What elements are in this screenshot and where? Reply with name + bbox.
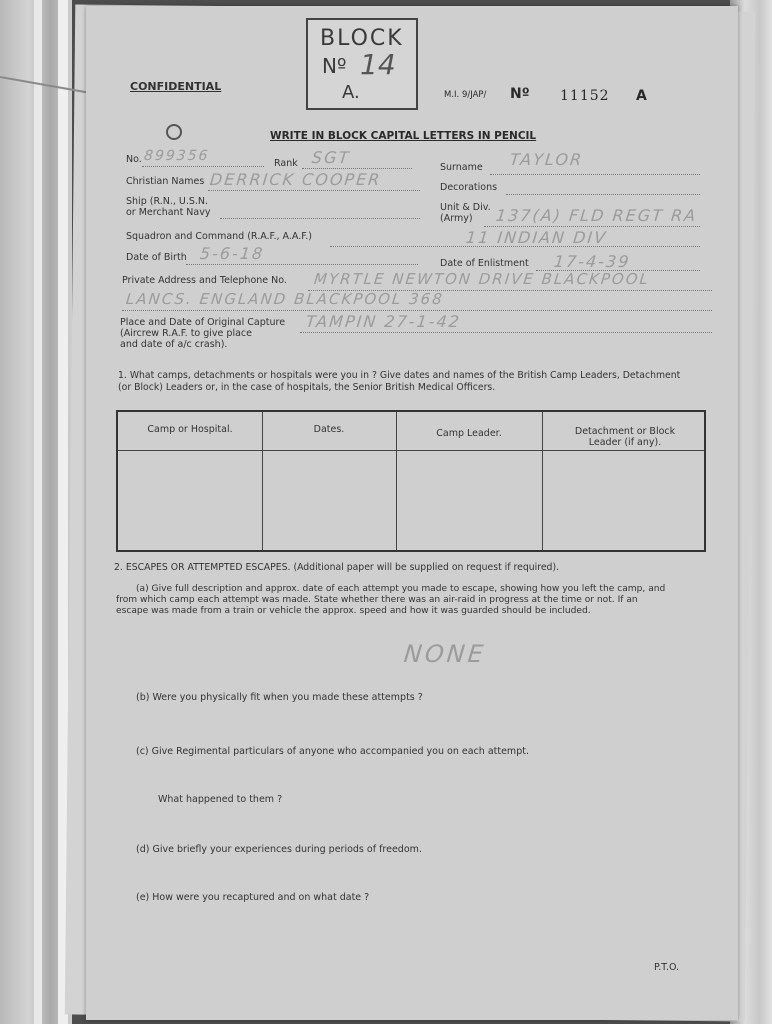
q1-text-2: (or Block) Leaders or, in the case of hospitals, the Senior British Medical Officers. [118, 382, 496, 393]
ref-code: M.I. 9/JAP/ [444, 90, 487, 100]
capture-line [300, 332, 712, 333]
address-value-1: MYRTLE NEWTON DRIVE BLACKPOOL [313, 270, 651, 288]
punch-hole-ring [166, 124, 182, 140]
stamp-a-text: A. [342, 82, 360, 103]
ship-line [220, 218, 420, 219]
q1-text-1: 1. What camps, detachments or hospitals were you in ? Give dates and names of the British Camp Leaders, Detachment [118, 370, 681, 381]
q2a-text-2: from which camp each attempt was made. State whether there was an air-raid in progress at the time or not. If an [116, 595, 638, 605]
enlistment-label: Date of Enlistment [440, 258, 529, 269]
capture-label-3: and date of a/c crash). [120, 339, 228, 350]
col-header-camp-leader: Camp Leader. [436, 428, 502, 439]
dob-line [186, 264, 418, 265]
enlistment-value: 17-4-39 [553, 252, 632, 271]
q2b-text: (b) Were you physically fit when you made these attempts ? [136, 692, 423, 703]
squadron-label: Squadron and Command (R.A.F., A.A.F.) [126, 231, 312, 242]
dob-label: Date of Birth [126, 252, 187, 263]
serial-number: 11152 [560, 88, 610, 104]
confidential-label: CONFIDENTIAL [130, 80, 222, 93]
unit-value-2: 11 INDIAN DIV [465, 228, 609, 247]
q2d-text: (d) Give briefly your experiences during periods of freedom. [136, 844, 422, 855]
ship-label-1: Ship (R.N., U.S.N. [126, 196, 209, 207]
capture-label-2: (Aircrew R.A.F. to give place [120, 328, 252, 339]
q2a-text-1: (a) Give full description and approx. date of each attempt you made to escape, showing how you left the camp, and [136, 584, 666, 594]
unit-label-2: (Army) [440, 213, 473, 224]
serial-no-mark: Nº [510, 86, 530, 102]
col-header-detachment-2: Leader (if any). [588, 437, 662, 448]
q2e-text: (e) How were you recaptured and on what date ? [136, 892, 370, 903]
instruction-heading: WRITE IN BLOCK CAPITAL LETTERS IN PENCIL [270, 130, 537, 142]
q2a-text-3: escape was made from a train or vehicle the approx. speed and how it was guarded should be included. [116, 606, 591, 616]
address-line-2 [122, 310, 712, 311]
dob-value: 5-6-18 [199, 244, 266, 263]
stamp-number: 14 [360, 48, 396, 81]
stamp-no-text: Nº [322, 54, 347, 78]
decorations-line [506, 194, 700, 195]
no-label: No. [126, 154, 142, 165]
unit-value-1: 137(A) FLD REGT RA [495, 206, 699, 225]
ship-label-2: or Merchant Navy [126, 207, 211, 218]
capture-label-1: Place and Date of Original Capture [120, 317, 286, 328]
no-line [142, 166, 264, 167]
pto-label: P.T.O. [654, 962, 680, 973]
address-value-2: LANCS. ENGLAND BLACKPOOL 368 [125, 290, 445, 308]
rank-value: SGT [311, 148, 352, 167]
col-header-detachment: Detachment or Block [574, 426, 676, 437]
address-label: Private Address and Telephone No. [122, 275, 287, 286]
christian-names-label: Christian Names [126, 176, 205, 187]
surname-value: TAYLOR [509, 150, 585, 169]
q2c-text: (c) Give Regimental particulars of anyone who accompanied you on each attempt. [136, 746, 529, 757]
surname-label: Surname [440, 162, 483, 173]
christian-names-line [208, 190, 420, 191]
rank-line [302, 168, 412, 169]
questionnaire-form [86, 6, 738, 1020]
unit-label-1: Unit & Div. [440, 202, 491, 213]
rank-label: Rank [274, 158, 298, 169]
unit-line-1 [484, 226, 700, 227]
col-header-camp: Camp or Hospital. [147, 424, 233, 435]
christian-names-value: DERRICK COOPER [209, 170, 383, 189]
folder-page-edge [34, 0, 42, 1024]
decorations-label: Decorations [440, 182, 498, 193]
no-value: 899356 [143, 148, 211, 164]
surname-line [490, 174, 700, 175]
stamp-block-text: BLOCK [320, 26, 404, 51]
q2c-sub-text: What happened to them ? [158, 794, 283, 805]
block-stamp [306, 18, 418, 110]
serial-suffix: A [636, 88, 647, 104]
col-header-dates: Dates. [313, 424, 345, 435]
capture-value: TAMPIN 27-1-42 [305, 312, 462, 331]
q2-title: 2. ESCAPES OR ATTEMPTED ESCAPES. (Additional paper will be supplied on request if required). [114, 562, 560, 573]
camps-table [116, 410, 706, 552]
table-header-divider [118, 450, 704, 451]
squadron-line [330, 246, 700, 247]
escape-answer: NONE [402, 640, 488, 668]
